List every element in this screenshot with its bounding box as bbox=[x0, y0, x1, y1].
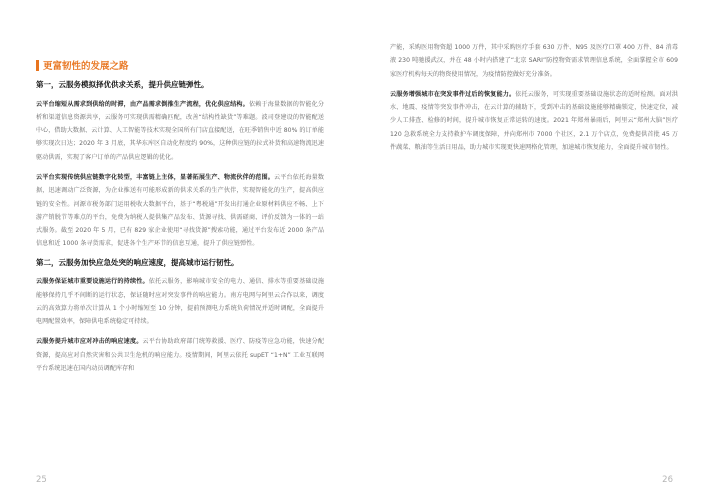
paragraph-body: 依托云服务，影响城市安全的电力、通信、排水等重要基础设施能够保持几乎不间断的运行状态，保证随时应对突发事件的响应能力。南方电网与阿里云合作以来，调度云的高效算力将单次计算从 1 个小时缩短至 10 分钟，提前预测电力系统负荷情况并适时调配，全面提升电网配置效率，保障供电系统稳定可持续。 bbox=[36, 278, 324, 326]
heading-first: 第一，云服务模拟择优供求关系，提升供应链弹性。 bbox=[36, 80, 209, 89]
left-column bbox=[36, 80, 324, 382]
paragraph-body: 依赖于海量数据的智能化分析和渠道信息资源共享，云服务可实现供需精确匹配，改善“结构性缺货”等难题。波司登建设的智能配送中心，借助大数据、云计算、人工智能等技术实现全国所有门店直接配送，在旺季销售中近 80% 的订单能够实现次日达；2020 年 3 月底，其华东库区自动化程度约 90%，这种供应链的拉式补货和高速物流迅速驱动供需，实现了客户订单的产品供应逻辑的优化。 bbox=[36, 100, 324, 161]
paragraph-body: 云平台依托海量数据，迅速调动广泛资源，为企业推送有可能形成新的供求关系的生产伙伴，实现智能化的生产，提高供应链的安全性。河源市税务部门运用税收大数据平台，基于“粤税通”开发出打通企业原材料供应不畅、上下游产销脱节等难点的平台，免费为纳税人提供集产品发布、货源寻找、供需磋商、评价反馈为一体的一站式服务。截至 2020 年 5 月，已有 829 家企业使用“寻找货源”搜索功能，通过平台发布近 2000 条产品信息和近 1000 条寻货需求，促进各个生产环节的信息互通，提升了供应链弹性。 bbox=[36, 173, 324, 248]
paragraph bbox=[36, 98, 324, 164]
paragraph bbox=[36, 275, 324, 328]
paragraph-lead: 云服务提升城市应对冲击的响应速度。 bbox=[36, 338, 143, 346]
right-column bbox=[390, 41, 678, 161]
paragraph-lead: 云平台实现传统供应链数字化转型，丰富链上主体，显著拓展生产、物流伙伴的范围。 bbox=[36, 173, 274, 181]
heading-second: 第二，云服务加快应急处突的响应速度，提高城市运行韧性。 bbox=[36, 257, 239, 267]
paragraph-lead: 云平台缩短从需求到供给的时滞，由产品需求倒推生产流程，优化供应结构。 bbox=[36, 100, 249, 108]
paragraph-body: 云平台协助政府部门统筹救援、医疗、防疫等应急功能，快速分配资源，提高应对自然灾害和公共卫生危机的响应能力。疫情期间，阿里云依托 supET “1+N” 工业互联网平台系统迅速在国内动员调配库存和 bbox=[36, 338, 324, 373]
paragraph bbox=[390, 88, 678, 154]
paragraph bbox=[390, 41, 678, 81]
paragraph-body: 依托云服务，可实现重要基础设施状态的适时检测。面对洪水、地震、疫情等突发事件冲击，在云计算的辅助下，受到冲击的基础设施能够精确锁定，快速定位，减少人工排查、检修的时间，提升城市恢复正常运转的速度。2021 年郑州暴雨后，阿里云“郑州大脑”医疗 120 急救系统全力支持救护车调度保障，并向郑州市 7000 个社区，2.1 万个店点，免费提供首批 45 万件蔬菜、粮油等生活日用品，助力城市实现更快速网格化管理，加速城市恢复能力，全面提升城市韧性。 bbox=[390, 90, 678, 152]
paragraph-body: 产能，采购医用物资超 1000 万件，其中采购医疗手套 630 万件、N95 及医疗口罩 400 万件、84 消毒液 230 吨驰援武汉，并在 48 小时内搭建了“北京 SARI”防控物资需求管理信息系统，全面掌握全市 609 家医疗机构每天的物资使用情况，为疫情防控做好充分准备。 bbox=[390, 44, 678, 78]
section-title bbox=[36, 58, 129, 72]
page-number: 26 bbox=[662, 475, 673, 485]
page-right bbox=[355, 0, 710, 504]
paragraph bbox=[36, 335, 324, 375]
paragraph-lead: 云服务增强城市在突发事件过后的恢复能力。 bbox=[390, 90, 516, 98]
paragraph-lead: 云服务保证城市重要设施运行的持续性。 bbox=[36, 278, 149, 286]
page-number: 25 bbox=[36, 475, 47, 485]
paragraph bbox=[36, 171, 324, 251]
section-title-text: 更富韧性的发展之路 bbox=[43, 61, 129, 72]
section-accent-bar bbox=[36, 60, 39, 71]
